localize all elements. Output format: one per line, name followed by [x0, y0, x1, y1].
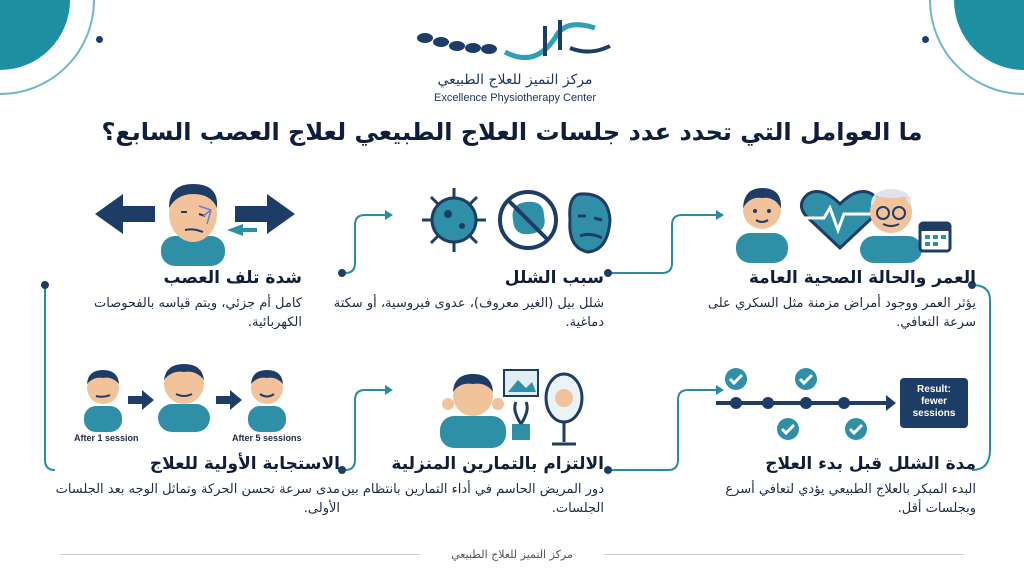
factor-duration [676, 454, 976, 518]
person-exercise-icon [440, 374, 506, 448]
factor-age-health [676, 268, 976, 332]
factor-age-text: يؤثر العمر ووجود أمراض مزمنة مثل السكري على سرعة التعافي. [707, 296, 976, 330]
face-nerve-icon [161, 184, 225, 266]
factor-age-title: العمر والحالة الصحية العامة [748, 268, 976, 288]
small-arrows-icon [227, 224, 257, 236]
result-text-1: fewer [920, 396, 948, 407]
picture-frame-icon [504, 370, 538, 396]
factor-duration-title: مدة الشلل قبل بدء العلاج [765, 454, 976, 474]
factor-severity-title: شدة تلف العصب [163, 268, 302, 288]
arrow-right-icon [128, 390, 154, 410]
severity-illustration [95, 176, 295, 266]
calendar-icon [920, 223, 950, 251]
virus-icon [422, 188, 486, 252]
response-illustration [72, 362, 312, 432]
logo-arabic-text: مركز التميز للعلاج الطبيعي [437, 72, 593, 88]
logo-english-text: Excellence Physiotherapy Center [433, 92, 597, 104]
factor-severity [40, 268, 302, 332]
factor-commitment-title: الالتزام بالتمارين المنزلية [391, 454, 604, 474]
face-before-icon [84, 370, 122, 432]
result-text-2: sessions [912, 408, 956, 419]
factor-severity-text: كامل أم جزئي، ويتم قياسه بالفحوصات الكهربائية. [93, 296, 302, 330]
arrow-left-icon [95, 194, 155, 234]
factor-duration-text: البدء المبكر بالعلاج الطبيعي يؤدي لتعافي أسرع وبجلسات أقل. [725, 482, 976, 516]
plant-icon [512, 402, 530, 440]
arrow-right-icon [216, 390, 242, 410]
footer-text: مركز التميز للعلاج الطبيعي [451, 548, 573, 561]
no-brain-icon [500, 192, 556, 248]
factor-cause [318, 268, 604, 332]
face-after-icon [248, 370, 286, 432]
result-box [900, 378, 968, 428]
home-exercise-illustration [440, 364, 590, 448]
result-label: Result: [917, 384, 951, 395]
factor-cause-title: سبب الشلل [504, 268, 604, 288]
mirror-icon [546, 374, 582, 444]
after-1-session-caption: After 1 session [74, 433, 139, 443]
drooping-face-icon [570, 194, 610, 252]
factor-response [40, 454, 340, 518]
face-middle-icon [158, 364, 210, 432]
timeline-illustration [716, 365, 896, 445]
factor-commitment [318, 454, 604, 518]
factor-response-title: الاستجابة الأولية للعلاج [149, 454, 340, 474]
after-5-sessions-caption: After 5 sessions [232, 433, 302, 443]
factor-cause-text: شلل بيل (الغير معروف)، عدوى فيروسية، أو سكتة دماغية. [333, 296, 604, 330]
factor-response-text: مدى سرعة تحسن الحركة وتماثل الوجه بعد الجلسات الأولى. [55, 482, 340, 516]
page-title: ما العوامل التي تحدد عدد جلسات العلاج الطبيعي لعلاج العصب السابع؟ [101, 118, 923, 146]
cause-illustration [418, 182, 618, 260]
young-person-icon [736, 188, 788, 263]
age-health-illustration [730, 178, 960, 263]
factor-commitment-text: دور المريض الحاسم في أداء التمارين بانتظام بين الجلسات. [341, 482, 604, 516]
